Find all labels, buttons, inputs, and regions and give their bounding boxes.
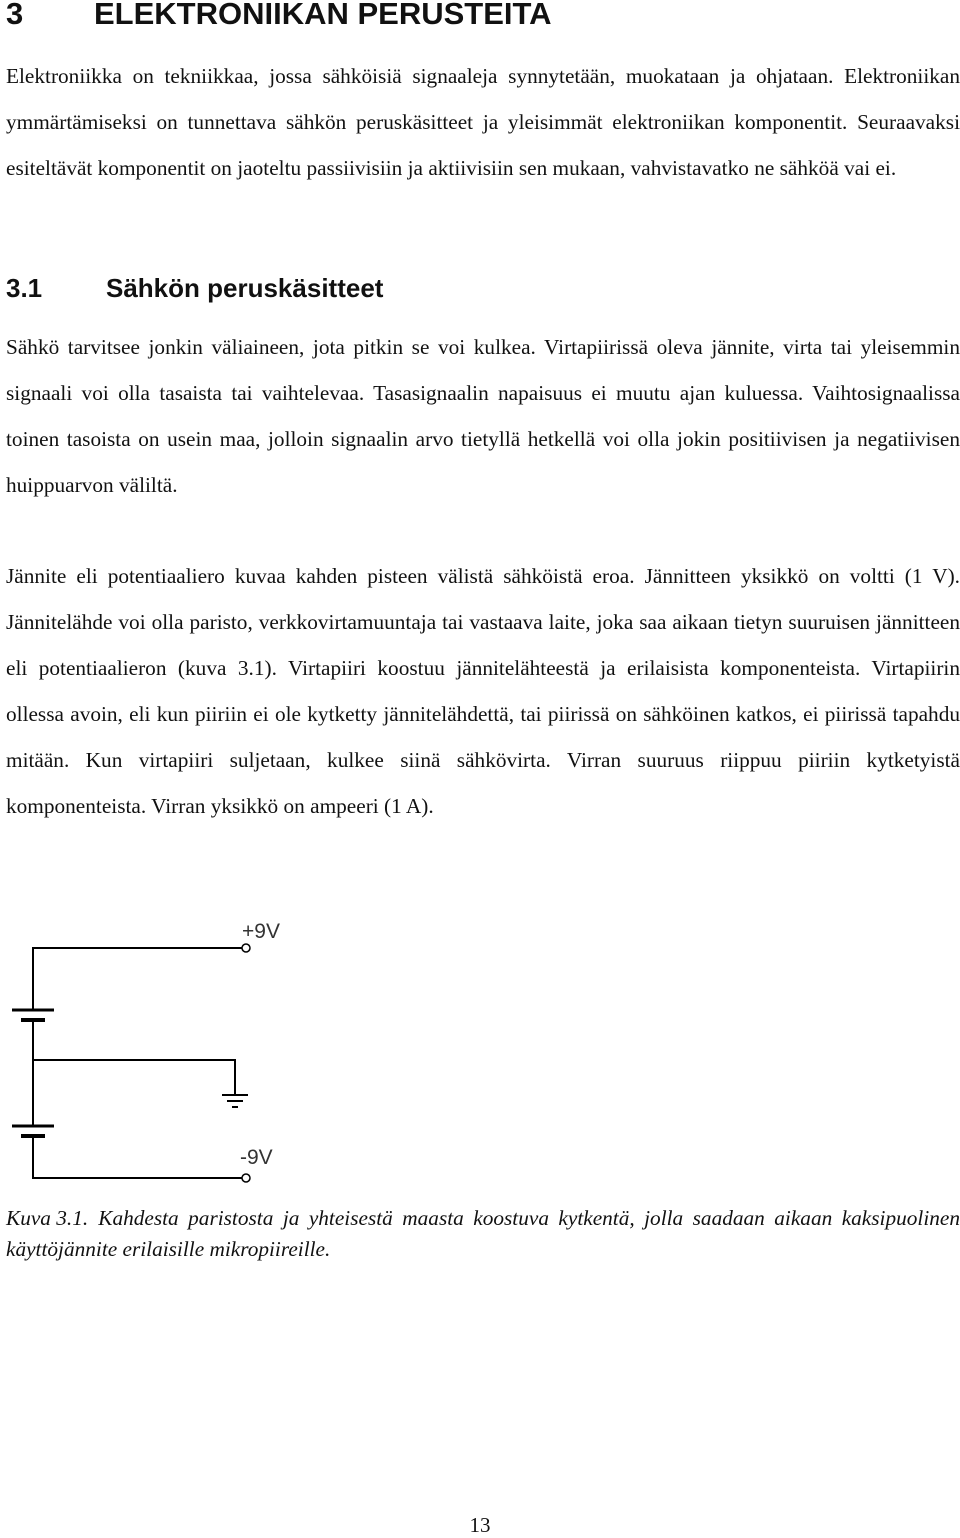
ground-symbol bbox=[222, 1095, 248, 1107]
wire-positive bbox=[33, 948, 242, 1010]
section-heading bbox=[6, 268, 383, 308]
label-positive: +9V bbox=[242, 920, 280, 943]
section-number: 3.1 bbox=[6, 273, 43, 303]
dual-battery-circuit-diagram bbox=[6, 908, 290, 1192]
chapter-number: 3 bbox=[6, 0, 24, 31]
paragraph-voltage-current: Jännite eli potentiaaliero kuvaa kahden pisteen välistä sähköistä eroa. Jännitteen yksikkö on voltti (1 V). Jännitelähde voi olla paristo, verkkovirtamuuntaja tai vastaava laite, joka saa aikaan tietyn suuruisen jännitteen eli potentiaalieron (kuva 3.1). Virtapiiri koostuu jännitelähteestä ja erilaisista komponenteista. Virtapiirin ollessa avoin, eli kun piiriin ei ole kytketty jännitelähdettä, tai piirissä on sähköinen katkos, ei piirissä tapahdu mitään. Kun virtapiiri suljetaan, kulkee siinä sähkövirta. Virran suuruus riippuu piiriin kytketyistä komponenteista. Virran yksikkö on ampeeri (1 A). bbox=[6, 564, 960, 818]
figure-caption bbox=[6, 1203, 960, 1265]
page-number: 13 bbox=[469, 1513, 491, 1537]
section-title: Sähkön peruskäsitteet bbox=[106, 273, 384, 303]
terminal-negative bbox=[242, 1174, 250, 1182]
wire-ground bbox=[33, 1060, 235, 1094]
chapter-heading bbox=[6, 0, 552, 36]
wire-negative bbox=[33, 1136, 242, 1178]
caption-label: Kuva 3.1. bbox=[6, 1206, 89, 1230]
chapter-title: ELEKTRONIIKAN PERUSTEITA bbox=[94, 0, 552, 31]
intro-paragraph: Elektroniikka on tekniikkaa, jossa sähköisiä signaaleja synnytetään, muokataan ja ohjataan. Elektroniikan ymmärtämiseksi on tunnettava sähkön peruskäsitteet ja yleisimmät elektroniikan komponentit. Seuraavaksi esiteltävät komponentit on jaoteltu passiivisiin ja aktiivisiin sen mukaan, vahvistavatko ne sähköä vai ei. bbox=[6, 64, 960, 180]
terminal-positive bbox=[242, 944, 250, 952]
caption-text: Kahdesta paristosta ja yhteisestä maasta koostuva kytkentä, jolla saadaan aikaan kaksipuolinen käyttöjännite erilaisille mikropiireille. bbox=[6, 1206, 960, 1261]
paragraph-signals: Sähkö tarvitsee jonkin väliaineen, jota pitkin se voi kulkea. Virtapiirissä oleva jännite, virta tai yleisemmin signaali voi olla tasaista tai vaihtelevaa. Tasasignaalin napaisuus ei muutu ajan kuluessa. Vaihtosignaalissa toinen tasoista on usein maa, jolloin signaalin arvo tietyllä hetkellä voi olla jokin positiivisen ja negatiivisen huippuarvon väliltä. bbox=[6, 335, 960, 497]
label-negative: -9V bbox=[240, 1146, 273, 1169]
